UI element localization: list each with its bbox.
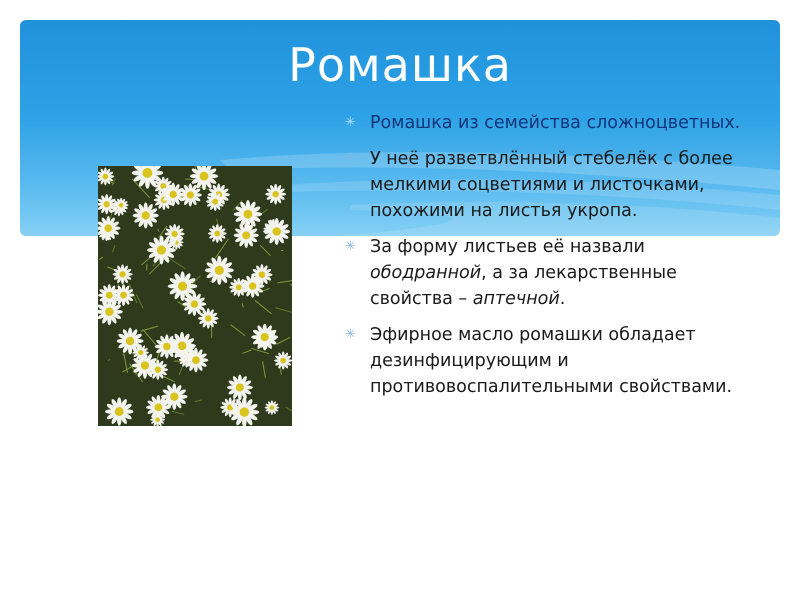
bullet-item-3 [345, 234, 765, 312]
bullet-text: Эфирное масло ромашки обладает дезинфицирующим и противовоспалительными свойствами. [370, 325, 733, 397]
daisy-flower [208, 224, 227, 243]
daisy-flower [265, 184, 286, 205]
bullet-text-part: За форму листьев её назвали [370, 237, 645, 257]
asterisk-bullet-icon: ✳ [345, 239, 356, 254]
bullet-text [370, 237, 677, 309]
bullet-text: Ромашка из семейства сложноцветных. [370, 113, 741, 133]
daisy-flower [227, 375, 253, 401]
slide-title: Ромашка [288, 38, 512, 92]
daisy-flower [274, 351, 292, 369]
daisy-flower [113, 264, 133, 284]
daisy-flower [234, 223, 259, 248]
asterisk-bullet-icon: ✳ [345, 151, 356, 166]
bullet-list [345, 110, 765, 410]
daisy-flower [105, 397, 133, 425]
chamomile-flowers-illustration [98, 166, 292, 426]
daisy-flower [205, 256, 234, 285]
asterisk-bullet-icon: ✳ [345, 115, 356, 130]
daisy-flower [198, 308, 219, 329]
bullet-text-part: , а за лекарственные свойства – [370, 263, 677, 309]
italic-term-aptechnaya: аптечной [472, 289, 560, 309]
bullet-text: У неё разветвлённый стебелёк с более мелкими соцветиями и листочками, похожими на листья укропа. [370, 149, 733, 221]
bullet-item-2 [345, 146, 765, 224]
chamomile-photo [98, 166, 292, 426]
asterisk-bullet-icon: ✳ [345, 327, 356, 342]
daisy-flower [133, 202, 159, 228]
daisy-flower [234, 200, 262, 228]
daisy-flower [265, 400, 280, 415]
bullet-text-part: . [559, 289, 566, 309]
bullet-item-4 [345, 322, 765, 400]
italic-term-obodrannaya: ободранной [370, 263, 482, 283]
daisy-flower [251, 324, 278, 351]
bullet-item-1 [345, 110, 765, 136]
daisy-flower [263, 218, 290, 245]
